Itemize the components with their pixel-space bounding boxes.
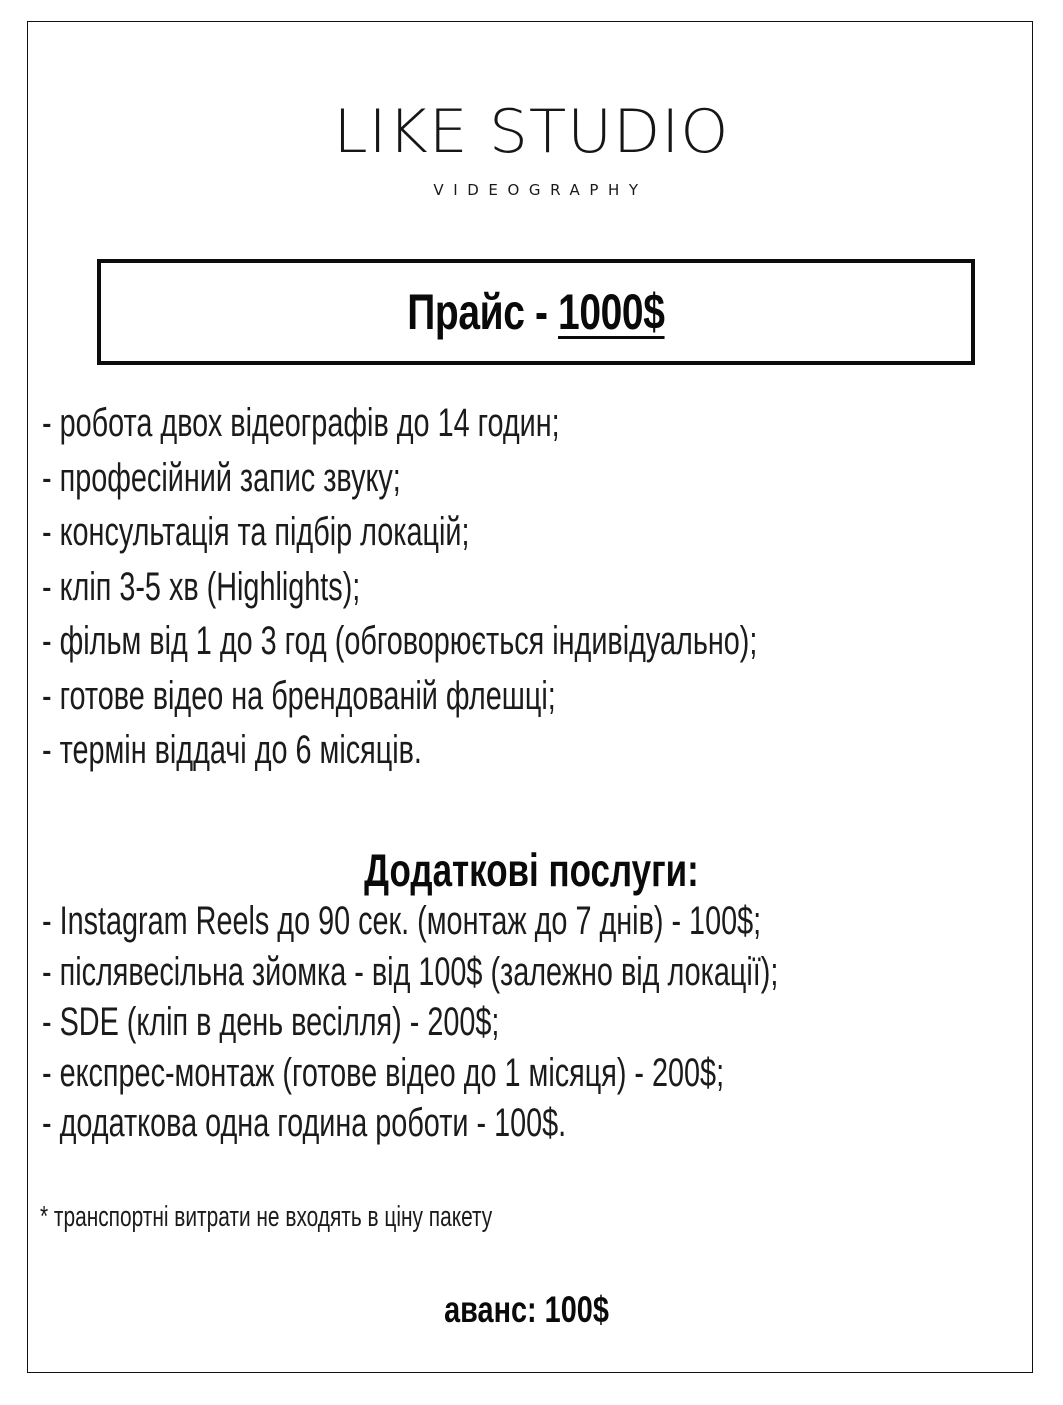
package-item: - консультація та підбір локацій;: [42, 510, 470, 554]
extras-heading: Додаткові послуги:: [364, 844, 699, 896]
brand-subtitle: VIDEOGRAPHY: [433, 181, 648, 199]
brand-title: LIKE STUDIO: [333, 97, 730, 167]
price-heading: [407, 282, 664, 342]
extras-item: - Instagram Reels до 90 сек. (монтаж до 7 днів) - 100$;: [42, 899, 762, 943]
package-item: - робота двох відеографів до 14 годин;: [42, 401, 560, 445]
package-item: - готове відео на брендованій флешці;: [42, 673, 556, 718]
extras-list: [42, 896, 1063, 1149]
price-amount: 1000$: [558, 284, 665, 340]
extras-item: - додаткова одна година роботи - 100$.: [42, 1101, 567, 1145]
package-list: [42, 396, 1036, 778]
transport-note: * транспортні витрати не входять в ціну пакету: [40, 1201, 493, 1233]
package-item: - кліп 3-5 хв (Highlights);: [42, 564, 361, 609]
advance-payment: аванс: 100$: [444, 1289, 609, 1330]
extras-item: - експрес-монтаж (готове відео до 1 місяця) - 200$;: [42, 1050, 725, 1095]
package-item: - фільм від 1 до 3 год (обговорюється індивідуально);: [42, 619, 758, 663]
extras-item: - SDE (кліп в день весілля) - 200$;: [42, 1000, 500, 1044]
price-box: [97, 259, 975, 365]
price-label: Прайс -: [407, 284, 559, 340]
package-item: - професійний запис звуку;: [42, 455, 401, 500]
extras-item: - післявесільна зйомка - від 100$ (залежно від локації);: [42, 949, 779, 994]
package-item: - термін віддачі до 6 місяців.: [42, 728, 422, 772]
